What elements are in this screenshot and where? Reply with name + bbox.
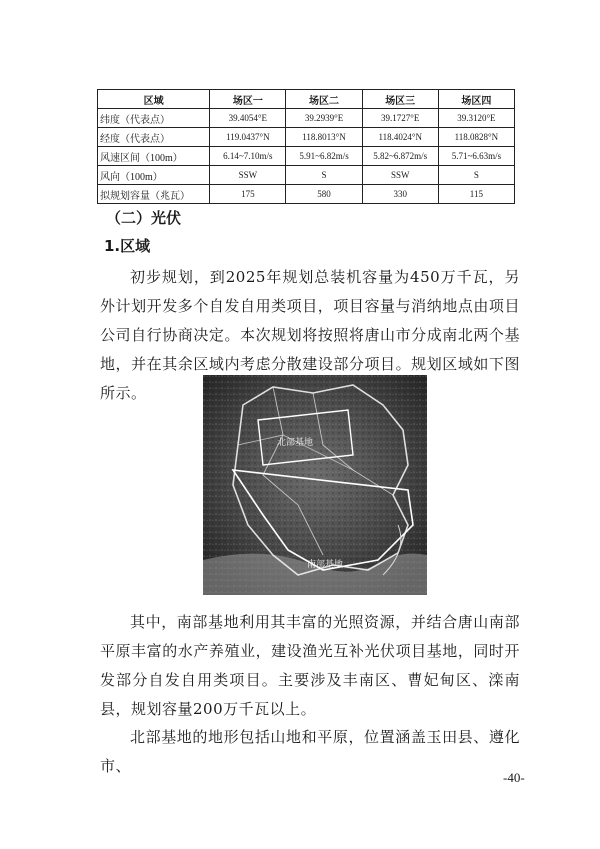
table-cell: 118.8013°N [286,128,362,147]
table-row-label: 纬度（代表点） [98,109,210,128]
table-cell: 39.3120°E [438,109,514,128]
table-header-cell: 区域 [98,90,210,109]
table-cell: 5.71~6.63m/s [438,147,514,166]
south-base-label: 南部基地 [307,560,344,570]
table-cell: 118.0828°N [438,128,514,147]
table-row-label: 拟规划容量（兆瓦） [98,185,210,204]
table-cell: S [438,166,514,185]
table-row [98,147,515,166]
table-cell: 39.2939°E [286,109,362,128]
table-cell: 39.4054°E [210,109,286,128]
table-row-label: 风速区间（100m） [98,147,210,166]
satellite-map-image [203,375,427,595]
wind-farm-table [97,89,515,204]
table-cell: 118.4024°N [362,128,438,147]
table-row [98,166,515,185]
table-header-cell: 场区二 [286,90,362,109]
table-row-label: 风向（100m） [98,166,210,185]
table-cell: SSW [362,166,438,185]
table-row-label: 经度（代表点） [98,128,210,147]
table-row [98,109,515,128]
table-cell: 175 [210,185,286,204]
paragraph: 其中，南部基地利用其丰富的光照资源，并结合唐山南部平原丰富的水产养殖业，建设渔光互补光伏项目基地，同时开发部分自发自用类项目。主要涉及丰南区、曹妃甸区、滦南县，规划容量200万千瓦以上。 [100,613,520,718]
table-header-cell: 场区四 [438,90,514,109]
subheading: 1.区域 [104,237,151,255]
section-heading: （二）光伏 [106,209,182,227]
table-cell: SSW [210,166,286,185]
table-cell: 119.0437°N [210,128,286,147]
paragraph: 初步规划，到2025年规划总装机容量为450万千瓦，另外计划开发多个自发自用类项目，项目容量与消纳地点由项目公司自行协商决定。本次规划将按照将唐山市分成南北两个基地，并在其余区域内考虑分散建设部分项目。规划区域如下图所示。 [100,268,520,402]
paragraph: 北部基地的地形包括山地和平原，位置涵盖玉田县、遵化市、 [100,728,520,775]
table-cell: 39.1727°E [362,109,438,128]
page-number: -40- [503,770,525,785]
table-cell: 330 [362,185,438,204]
table-cell: S [286,166,362,185]
table-header-cell: 场区一 [210,90,286,109]
table-cell: 5.82~6.872m/s [362,147,438,166]
table-cell: 5.91~6.82m/s [286,147,362,166]
table-row [98,128,515,147]
table-header-row [98,90,515,109]
table-cell: 580 [286,185,362,204]
north-base-label: 北部基地 [277,438,314,448]
table-cell: 115 [438,185,514,204]
table-cell: 6.14~7.10m/s [210,147,286,166]
table-header-cell: 场区三 [362,90,438,109]
table-row [98,185,515,204]
